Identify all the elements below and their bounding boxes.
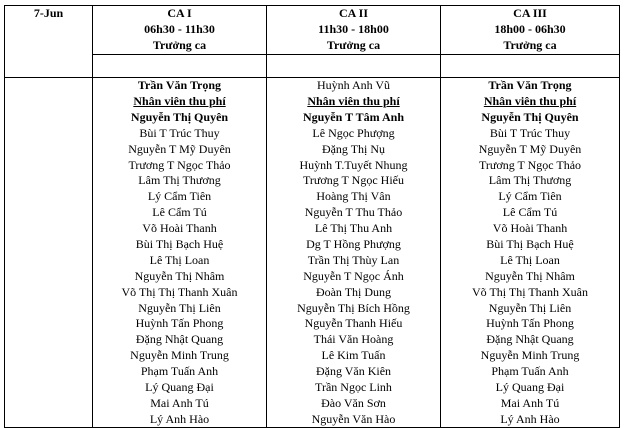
- staff-row: [5, 173, 620, 189]
- staff-cell-shift-2: Trương T Ngọc Hiếu: [267, 173, 441, 189]
- shift-lead-label-row: [5, 38, 620, 54]
- date-column-cell: [5, 284, 93, 300]
- staff-cell-shift-3: Nguyễn Thị Nhâm: [441, 268, 620, 284]
- staff-row: [5, 205, 620, 221]
- staff-row: [5, 109, 620, 125]
- staff-row: [5, 189, 620, 205]
- staff-row: [5, 411, 620, 427]
- staff-row: [5, 157, 620, 173]
- staff-row: [5, 77, 620, 93]
- staff-cell-shift-3: Nguyễn T Mỹ Duyên: [441, 141, 620, 157]
- staff-row: [5, 380, 620, 396]
- staff-cell-shift-3: Trương T Ngọc Thảo: [441, 157, 620, 173]
- shift-schedule-table: [4, 5, 620, 428]
- staff-row: [5, 364, 620, 380]
- shift-1-lead-label: Trưởng ca: [93, 38, 267, 54]
- staff-cell-shift-3: Nhân viên thu phí: [441, 94, 620, 110]
- staff-row: [5, 221, 620, 237]
- staff-cell-shift-2: Huỳnh T.Tuyết Nhung: [267, 157, 441, 173]
- staff-cell-shift-1: Nguyễn Thị Nhâm: [93, 268, 267, 284]
- staff-cell-shift-1: Mai Anh Tú: [93, 395, 267, 411]
- date-column-cell: [5, 94, 93, 110]
- staff-cell-shift-3: Mai Anh Tú: [441, 395, 620, 411]
- date-column-cell: [5, 268, 93, 284]
- date-cell: 7-Jun: [5, 6, 93, 55]
- staff-row: [5, 141, 620, 157]
- date-column-cell: [5, 332, 93, 348]
- staff-cell-shift-1: Lý Quang Đại: [93, 380, 267, 396]
- blank-cell: [5, 54, 93, 77]
- date-column-cell: [5, 364, 93, 380]
- staff-cell-shift-1: Bùi T Trúc Thuy: [93, 125, 267, 141]
- staff-cell-shift-3: Đặng Nhật Quang: [441, 332, 620, 348]
- staff-cell-shift-2: Dg T Hồng Phượng: [267, 237, 441, 253]
- staff-cell-shift-3: Võ Thị Thị Thanh Xuân: [441, 284, 620, 300]
- staff-cell-shift-3: Nguyễn Thị Liên: [441, 300, 620, 316]
- staff-cell-shift-2: Lê Thị Thu Anh: [267, 221, 441, 237]
- staff-cell-shift-3: Lý Cẩm Tiên: [441, 189, 620, 205]
- staff-cell-shift-2: Trần Ngọc Linh: [267, 380, 441, 396]
- staff-cell-shift-3: Phạm Tuấn Anh: [441, 364, 620, 380]
- staff-cell-shift-3: Võ Hoài Thanh: [441, 221, 620, 237]
- staff-cell-shift-1: Nguyễn Minh Trung: [93, 348, 267, 364]
- staff-row: [5, 252, 620, 268]
- date-column-cell: [5, 411, 93, 427]
- staff-cell-shift-1: Lê Thị Loan: [93, 252, 267, 268]
- date-column-cell: [5, 125, 93, 141]
- staff-cell-shift-1: Võ Hoài Thanh: [93, 221, 267, 237]
- staff-cell-shift-3: Lâm Thị Thương: [441, 173, 620, 189]
- date-column-cell: [5, 348, 93, 364]
- staff-cell-shift-1: Lý Anh Hào: [93, 411, 267, 427]
- staff-cell-shift-3: Lê Cẩm Tú: [441, 205, 620, 221]
- staff-row: [5, 237, 620, 253]
- staff-cell-shift-1: Nguyễn T Mỹ Duyên: [93, 141, 267, 157]
- staff-cell-shift-3: Nguyễn Thị Quyên: [441, 109, 620, 125]
- shift-3-lead-label: Trưởng ca: [441, 38, 620, 54]
- date-column-cell: [5, 316, 93, 332]
- staff-row: [5, 125, 620, 141]
- staff-cell-shift-2: Nguyễn Văn Hào: [267, 411, 441, 427]
- date-column-cell: [5, 205, 93, 221]
- staff-cell-shift-2: Huỳnh Anh Vũ: [267, 77, 441, 93]
- date-column-cell: [5, 237, 93, 253]
- date-column-cell: [5, 395, 93, 411]
- staff-cell-shift-2: Đoàn Thị Dung: [267, 284, 441, 300]
- staff-row: [5, 268, 620, 284]
- staff-cell-shift-2: Lê Kim Tuấn: [267, 348, 441, 364]
- staff-cell-shift-2: Nguyễn Thị Bích Hồng: [267, 300, 441, 316]
- staff-row: [5, 316, 620, 332]
- staff-cell-shift-2: Đặng Thị Nụ: [267, 141, 441, 157]
- shift-2-time: 11h30 - 18h00: [267, 22, 441, 38]
- staff-cell-shift-3: Lý Anh Hào: [441, 411, 620, 427]
- blank-row: [5, 54, 620, 77]
- date-column-cell: [5, 109, 93, 125]
- date-column-cell: [5, 77, 93, 93]
- staff-cell-shift-3: Lê Thị Loan: [441, 252, 620, 268]
- staff-cell-shift-1: Lâm Thị Thương: [93, 173, 267, 189]
- staff-cell-shift-3: Bùi T Trúc Thuy: [441, 125, 620, 141]
- blank-cell: [267, 54, 441, 77]
- shift-name-row: [5, 6, 620, 22]
- staff-cell-shift-1: Trương T Ngọc Thảo: [93, 157, 267, 173]
- staff-cell-shift-3: Lý Quang Đại: [441, 380, 620, 396]
- staff-row: [5, 332, 620, 348]
- date-column-cell: [5, 189, 93, 205]
- staff-cell-shift-2: Nhân viên thu phí: [267, 94, 441, 110]
- staff-row: [5, 395, 620, 411]
- staff-cell-shift-2: Lê Ngọc Phượng: [267, 125, 441, 141]
- staff-row: [5, 284, 620, 300]
- staff-cell-shift-3: Huỳnh Tấn Phong: [441, 316, 620, 332]
- shift-2-name: CA II: [267, 6, 441, 22]
- date-column-cell: [5, 300, 93, 316]
- staff-cell-shift-2: Nguyễn T Ngọc Ánh: [267, 268, 441, 284]
- date-column-cell: [5, 221, 93, 237]
- date-column-cell: [5, 173, 93, 189]
- staff-cell-shift-1: Võ Thị Thị Thanh Xuân: [93, 284, 267, 300]
- staff-cell-shift-1: Bùi Thị Bạch Huệ: [93, 237, 267, 253]
- staff-cell-shift-1: Nguyễn Thị Quyên: [93, 109, 267, 125]
- shift-3-name: CA III: [441, 6, 620, 22]
- staff-cell-shift-2: Đặng Văn Kiên: [267, 364, 441, 380]
- staff-cell-shift-1: Đặng Nhật Quang: [93, 332, 267, 348]
- staff-cell-shift-1: Trần Văn Trọng: [93, 77, 267, 93]
- staff-cell-shift-1: Lý Cẩm Tiên: [93, 189, 267, 205]
- staff-cell-shift-1: Phạm Tuấn Anh: [93, 364, 267, 380]
- shift-1-name: CA I: [93, 6, 267, 22]
- staff-cell-shift-2: Nguyễn T Thu Thảo: [267, 205, 441, 221]
- staff-cell-shift-3: Bùi Thị Bạch Huệ: [441, 237, 620, 253]
- blank-cell: [441, 54, 620, 77]
- staff-row: [5, 348, 620, 364]
- staff-cell-shift-3: Nguyễn Minh Trung: [441, 348, 620, 364]
- staff-cell-shift-2: Hoàng Thị Vân: [267, 189, 441, 205]
- shift-1-time: 06h30 - 11h30: [93, 22, 267, 38]
- staff-cell-shift-3: Trần Văn Trọng: [441, 77, 620, 93]
- date-column-cell: [5, 252, 93, 268]
- staff-cell-shift-1: Nhân viên thu phí: [93, 94, 267, 110]
- staff-row: [5, 94, 620, 110]
- date-column-cell: [5, 380, 93, 396]
- staff-cell-shift-2: Thái Văn Hoàng: [267, 332, 441, 348]
- staff-cell-shift-1: Nguyễn Thị Liên: [93, 300, 267, 316]
- date-column-cell: [5, 157, 93, 173]
- blank-cell: [93, 54, 267, 77]
- staff-cell-shift-2: Đào Văn Sơn: [267, 395, 441, 411]
- staff-cell-shift-2: Trần Thị Thùy Lan: [267, 252, 441, 268]
- shift-2-lead-label: Trưởng ca: [267, 38, 441, 54]
- date-column-cell: [5, 141, 93, 157]
- shift-3-time: 18h00 - 06h30: [441, 22, 620, 38]
- staff-cell-shift-1: Huỳnh Tấn Phong: [93, 316, 267, 332]
- staff-cell-shift-2: Nguyễn T Tâm Anh: [267, 109, 441, 125]
- staff-cell-shift-1: Lê Cẩm Tú: [93, 205, 267, 221]
- staff-cell-shift-2: Nguyễn Thanh Hiếu: [267, 316, 441, 332]
- staff-row: [5, 300, 620, 316]
- shift-time-row: [5, 22, 620, 38]
